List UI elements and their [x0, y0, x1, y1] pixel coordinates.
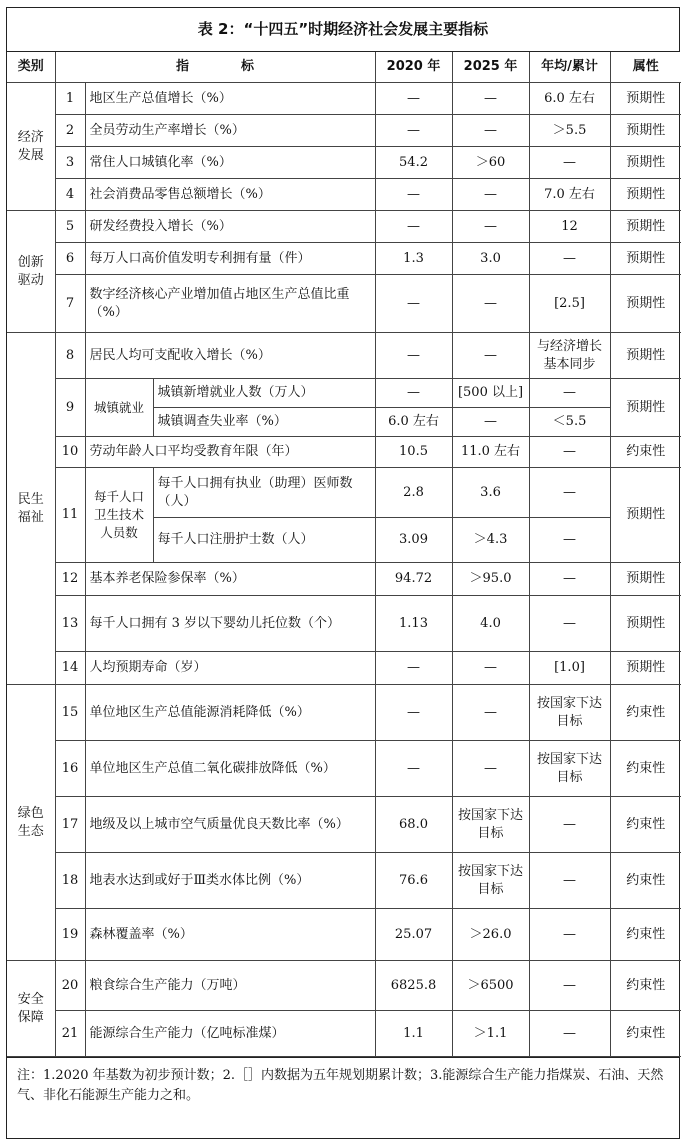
indicator-name: 地级及以上城市空气质量优良天数比率（%） — [85, 797, 375, 853]
table-row — [7, 243, 681, 275]
value-2025: ＞26.0 — [452, 909, 529, 961]
table-row — [7, 147, 681, 179]
table-title: 表 2：“十四五”时期经济社会发展主要指标 — [7, 8, 679, 52]
indicator-name: 每千人口拥有执业（助理）医师数（人） — [153, 468, 375, 518]
value-2025: — — [452, 211, 529, 243]
row-no: 9 — [55, 379, 85, 437]
value-2025: 11.0 左右 — [452, 437, 529, 468]
indicator-name: 森林覆盖率（%） — [85, 909, 375, 961]
category-livelihood: 民生福祉 — [7, 333, 55, 685]
value-avg: — — [529, 563, 610, 596]
indicator-name: 劳动年龄人口平均受教育年限（年） — [85, 437, 375, 468]
indicator-name: 每万人口高价值发明专利拥有量（件） — [85, 243, 375, 275]
value-attr: 预期性 — [610, 147, 681, 179]
table-row — [7, 741, 681, 797]
row-no: 6 — [55, 243, 85, 275]
value-2020: 54.2 — [375, 147, 452, 179]
row-no: 3 — [55, 147, 85, 179]
value-2020: 1.1 — [375, 1011, 452, 1057]
value-avg: — — [529, 147, 610, 179]
value-2025: 按国家下达目标 — [452, 797, 529, 853]
row-no: 18 — [55, 853, 85, 909]
value-2025: — — [452, 408, 529, 437]
indicator-name: 数字经济核心产业增加值占地区生产总值比重（%） — [85, 275, 375, 333]
value-attr: 预期性 — [610, 83, 681, 115]
indicator-name: 城镇调查失业率（%） — [153, 408, 375, 437]
value-avg: — — [529, 853, 610, 909]
value-attr: 预期性 — [610, 596, 681, 652]
table-row — [7, 909, 681, 961]
table-row — [7, 1011, 681, 1057]
value-attr: 预期性 — [610, 379, 681, 437]
value-2020: — — [375, 685, 452, 741]
row-no: 15 — [55, 685, 85, 741]
value-2025: ＞1.1 — [452, 1011, 529, 1057]
value-attr: 预期性 — [610, 652, 681, 685]
subgroup-health-workers: 每千人口卫生技术人员数 — [85, 468, 153, 563]
value-2020: — — [375, 741, 452, 797]
value-2020: 6825.8 — [375, 961, 452, 1011]
row-no: 1 — [55, 83, 85, 115]
indicator-name: 常住人口城镇化率（%） — [85, 147, 375, 179]
value-2020: — — [375, 379, 452, 408]
indicator-name: 每千人口注册护士数（人） — [153, 518, 375, 563]
value-2020: 10.5 — [375, 437, 452, 468]
row-no: 12 — [55, 563, 85, 596]
value-2025: 4.0 — [452, 596, 529, 652]
indicator-name: 单位地区生产总值能源消耗降低（%） — [85, 685, 375, 741]
value-attr: 约束性 — [610, 741, 681, 797]
value-attr: 预期性 — [610, 179, 681, 211]
value-2025: — — [452, 685, 529, 741]
value-attr: 预期性 — [610, 275, 681, 333]
table-row — [7, 275, 681, 333]
value-avg: ＜5.5 — [529, 408, 610, 437]
table-row — [7, 563, 681, 596]
value-2020: 76.6 — [375, 853, 452, 909]
indicator-name: 居民人均可支配收入增长（%） — [85, 333, 375, 379]
row-no: 17 — [55, 797, 85, 853]
value-attr: 约束性 — [610, 1011, 681, 1057]
subgroup-urban-employment: 城镇就业 — [85, 379, 153, 437]
indicator-name: 每千人口拥有 3 岁以下婴幼儿托位数（个） — [85, 596, 375, 652]
value-2020: 2.8 — [375, 468, 452, 518]
value-attr: 预期性 — [610, 243, 681, 275]
value-avg: [1.0] — [529, 652, 610, 685]
value-attr: 预期性 — [610, 115, 681, 147]
value-attr: 预期性 — [610, 468, 681, 563]
value-2025: — — [452, 275, 529, 333]
value-avg: — — [529, 379, 610, 408]
value-avg: — — [529, 797, 610, 853]
value-avg: — — [529, 961, 610, 1011]
value-2020: 1.13 — [375, 596, 452, 652]
header-row — [7, 52, 681, 83]
value-avg: — — [529, 468, 610, 518]
value-attr: 预期性 — [610, 333, 681, 379]
row-no: 8 — [55, 333, 85, 379]
indicator-name: 粮食综合生产能力（万吨） — [85, 961, 375, 1011]
header-category: 类别 — [7, 52, 55, 83]
value-attr: 预期性 — [610, 211, 681, 243]
indicator-name: 基本养老保险参保率（%） — [85, 563, 375, 596]
value-attr: 约束性 — [610, 437, 681, 468]
indicator-name: 地表水达到或好于Ⅲ类水体比例（%） — [85, 853, 375, 909]
value-attr: 约束性 — [610, 909, 681, 961]
value-2025: — — [452, 179, 529, 211]
row-no: 16 — [55, 741, 85, 797]
table-row — [7, 961, 681, 1011]
value-2020: — — [375, 652, 452, 685]
value-2025: — — [452, 741, 529, 797]
value-2020: — — [375, 211, 452, 243]
header-2025: 2025 年 — [452, 52, 529, 83]
row-no: 14 — [55, 652, 85, 685]
value-attr: 约束性 — [610, 853, 681, 909]
value-avg: — — [529, 437, 610, 468]
header-2020: 2020 年 — [375, 52, 452, 83]
value-avg: ＞5.5 — [529, 115, 610, 147]
header-indicator: 指 标 — [55, 52, 375, 83]
row-no: 11 — [55, 468, 85, 563]
value-attr: 约束性 — [610, 961, 681, 1011]
value-2025: ＞6500 — [452, 961, 529, 1011]
row-no: 21 — [55, 1011, 85, 1057]
value-2025: 3.0 — [452, 243, 529, 275]
value-2025: — — [452, 333, 529, 379]
category-economy: 经济发展 — [7, 83, 55, 211]
category-security: 安全保障 — [7, 961, 55, 1057]
value-2025: 3.6 — [452, 468, 529, 518]
row-no: 7 — [55, 275, 85, 333]
indicator-name: 能源综合生产能力（亿吨标准煤） — [85, 1011, 375, 1057]
value-2020: — — [375, 179, 452, 211]
table-row — [7, 437, 681, 468]
table-row — [7, 333, 681, 379]
value-avg: 按国家下达目标 — [529, 741, 610, 797]
indicator-name: 社会消费品零售总额增长（%） — [85, 179, 375, 211]
value-2025: 按国家下达目标 — [452, 853, 529, 909]
value-avg: — — [529, 518, 610, 563]
value-2025: — — [452, 115, 529, 147]
value-2025: ＞4.3 — [452, 518, 529, 563]
row-no: 10 — [55, 437, 85, 468]
value-2020: — — [375, 83, 452, 115]
value-avg: — — [529, 909, 610, 961]
value-avg: — — [529, 243, 610, 275]
value-2025: [500 以上] — [452, 379, 529, 408]
value-2020: — — [375, 333, 452, 379]
value-2020: 3.09 — [375, 518, 452, 563]
table-row — [7, 115, 681, 147]
row-no: 19 — [55, 909, 85, 961]
indicator-table-frame — [6, 7, 680, 1139]
value-2025: ＞95.0 — [452, 563, 529, 596]
indicator-name: 研发经费投入增长（%） — [85, 211, 375, 243]
value-2025: — — [452, 83, 529, 115]
value-attr: 预期性 — [610, 563, 681, 596]
row-no: 5 — [55, 211, 85, 243]
value-avg: 7.0 左右 — [529, 179, 610, 211]
indicator-name: 人均预期寿命（岁） — [85, 652, 375, 685]
value-attr: 约束性 — [610, 685, 681, 741]
table-row — [7, 179, 681, 211]
value-2020: — — [375, 115, 452, 147]
indicator-table — [7, 52, 681, 1057]
value-2025: — — [452, 652, 529, 685]
value-attr: 约束性 — [610, 797, 681, 853]
value-avg: — — [529, 1011, 610, 1057]
table-row — [7, 468, 681, 518]
table-row — [7, 83, 681, 115]
table-row — [7, 685, 681, 741]
header-avg: 年均/累计 — [529, 52, 610, 83]
value-2025: ＞60 — [452, 147, 529, 179]
table-footnote: 注：1.2020 年基数为初步预计数；2.［］内数据为五年规划期累计数；3.能源综合生产能力指煤炭、石油、天然气、非化石能源生产能力之和。 — [7, 1057, 679, 1114]
table-row — [7, 652, 681, 685]
table-row — [7, 379, 681, 408]
category-green: 绿色生态 — [7, 685, 55, 961]
value-avg: 按国家下达目标 — [529, 685, 610, 741]
indicator-name: 单位地区生产总值二氧化碳排放降低（%） — [85, 741, 375, 797]
value-2020: 25.07 — [375, 909, 452, 961]
row-no: 4 — [55, 179, 85, 211]
row-no: 2 — [55, 115, 85, 147]
header-attr: 属性 — [610, 52, 681, 83]
table-row — [7, 797, 681, 853]
value-avg: — — [529, 596, 610, 652]
table-row — [7, 211, 681, 243]
value-2020: — — [375, 275, 452, 333]
table-row — [7, 596, 681, 652]
row-no: 20 — [55, 961, 85, 1011]
value-2020: 94.72 — [375, 563, 452, 596]
indicator-name: 全员劳动生产率增长（%） — [85, 115, 375, 147]
table-row — [7, 853, 681, 909]
indicator-name: 地区生产总值增长（%） — [85, 83, 375, 115]
value-2020: 1.3 — [375, 243, 452, 275]
value-2020: 68.0 — [375, 797, 452, 853]
indicator-name: 城镇新增就业人数（万人） — [153, 379, 375, 408]
value-avg: [2.5] — [529, 275, 610, 333]
value-avg: 12 — [529, 211, 610, 243]
value-2020: 6.0 左右 — [375, 408, 452, 437]
row-no: 13 — [55, 596, 85, 652]
value-avg: 6.0 左右 — [529, 83, 610, 115]
category-innovation: 创新驱动 — [7, 211, 55, 333]
value-avg: 与经济增长基本同步 — [529, 333, 610, 379]
